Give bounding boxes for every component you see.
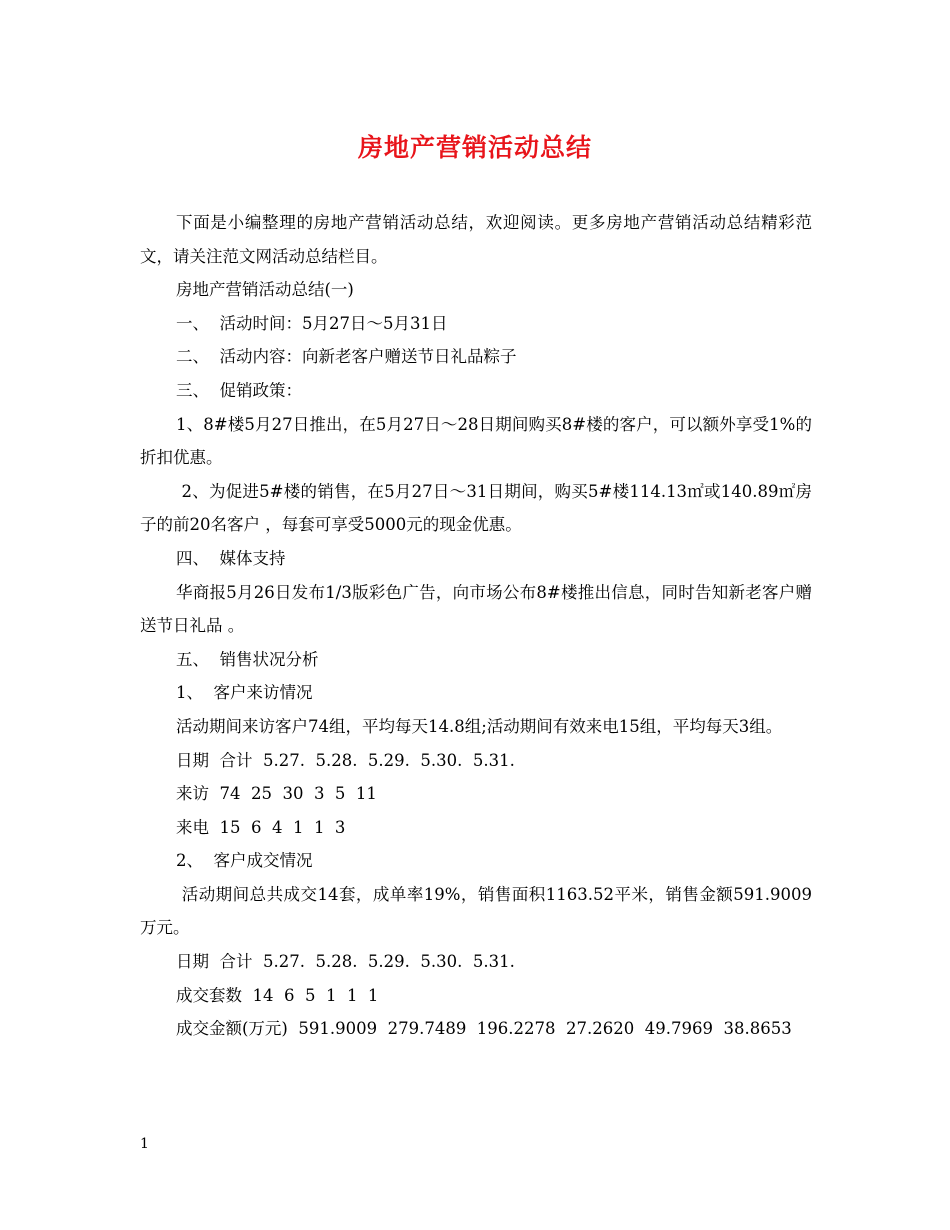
deals-paragraph: 活动期间总共成交14套，成单率19%，销售面积1163.52平米，销售金额591.9009万元。 [140,884,812,938]
intro-paragraph: 下面是小编整理的房地产营销活动总结，欢迎阅读。更多房地产营销活动总结精彩范 文，请关注范文网活动总结栏目。 [140,213,818,266]
visits-paragraph: 活动期间来访客户74组，平均每天14.8组;活动期间有效来电15组，平均每天3组。 [176,716,783,736]
media-paragraph: 华商报5月26日发布1/3版彩色广告，向市场公布8#楼推出信息，同时告知新老客户赠送节日礼品 。 [140,582,812,636]
sub-customer-deals: 2、 客户成交情况 [176,851,313,871]
item-sales-analysis: 五、 销售状况分析 [176,649,319,669]
section-heading: 房地产营销活动总结(一) [176,280,354,300]
deals-table-header: 日期 合计 5.27. 5.28. 5.29. 5.30. 5.31. [176,952,515,972]
calls-table-row: 来电 15 6 4 1 1 3 [176,817,346,837]
visits-table-header: 日期 合计 5.27. 5.28. 5.29. 5.30. 5.31. [176,750,515,770]
document-title: 房地产营销活动总结 [357,133,592,162]
deals-amount-row: 成交金额(万元) 591.9009 279.7489 196.2278 27.2620 49.7969 38.8653 [176,1019,792,1039]
policy-paragraph-2: 2、为促进5#楼的销售，在5月27日～31日期间，购买5#楼114.13㎡或140.89㎡房子的前20名客户 ，每套可享受5000元的现金优惠。 [140,481,812,535]
document-body [140,206,818,1046]
sub-customer-visits: 1、 客户来访情况 [176,683,313,703]
page-number: 1 [140,1136,149,1152]
item-activity-time: 一、 活动时间：5月27日～5月31日 [176,313,448,333]
item-activity-content: 二、 活动内容：向新老客户赠送节日礼品粽子 [176,347,517,367]
visits-table-row: 来访 74 25 30 3 5 11 [176,784,377,804]
policy-paragraph-1: 1、8#楼5月27日推出，在5月27日～28日期间购买8#楼的客户，可以额外享受1%的折扣优惠。 [140,414,812,468]
item-media-support: 四、 媒体支持 [176,548,286,568]
item-promotion-policy: 三、 促销政策： [176,380,302,400]
deals-count-row: 成交套数 14 6 5 1 1 1 [176,985,379,1005]
